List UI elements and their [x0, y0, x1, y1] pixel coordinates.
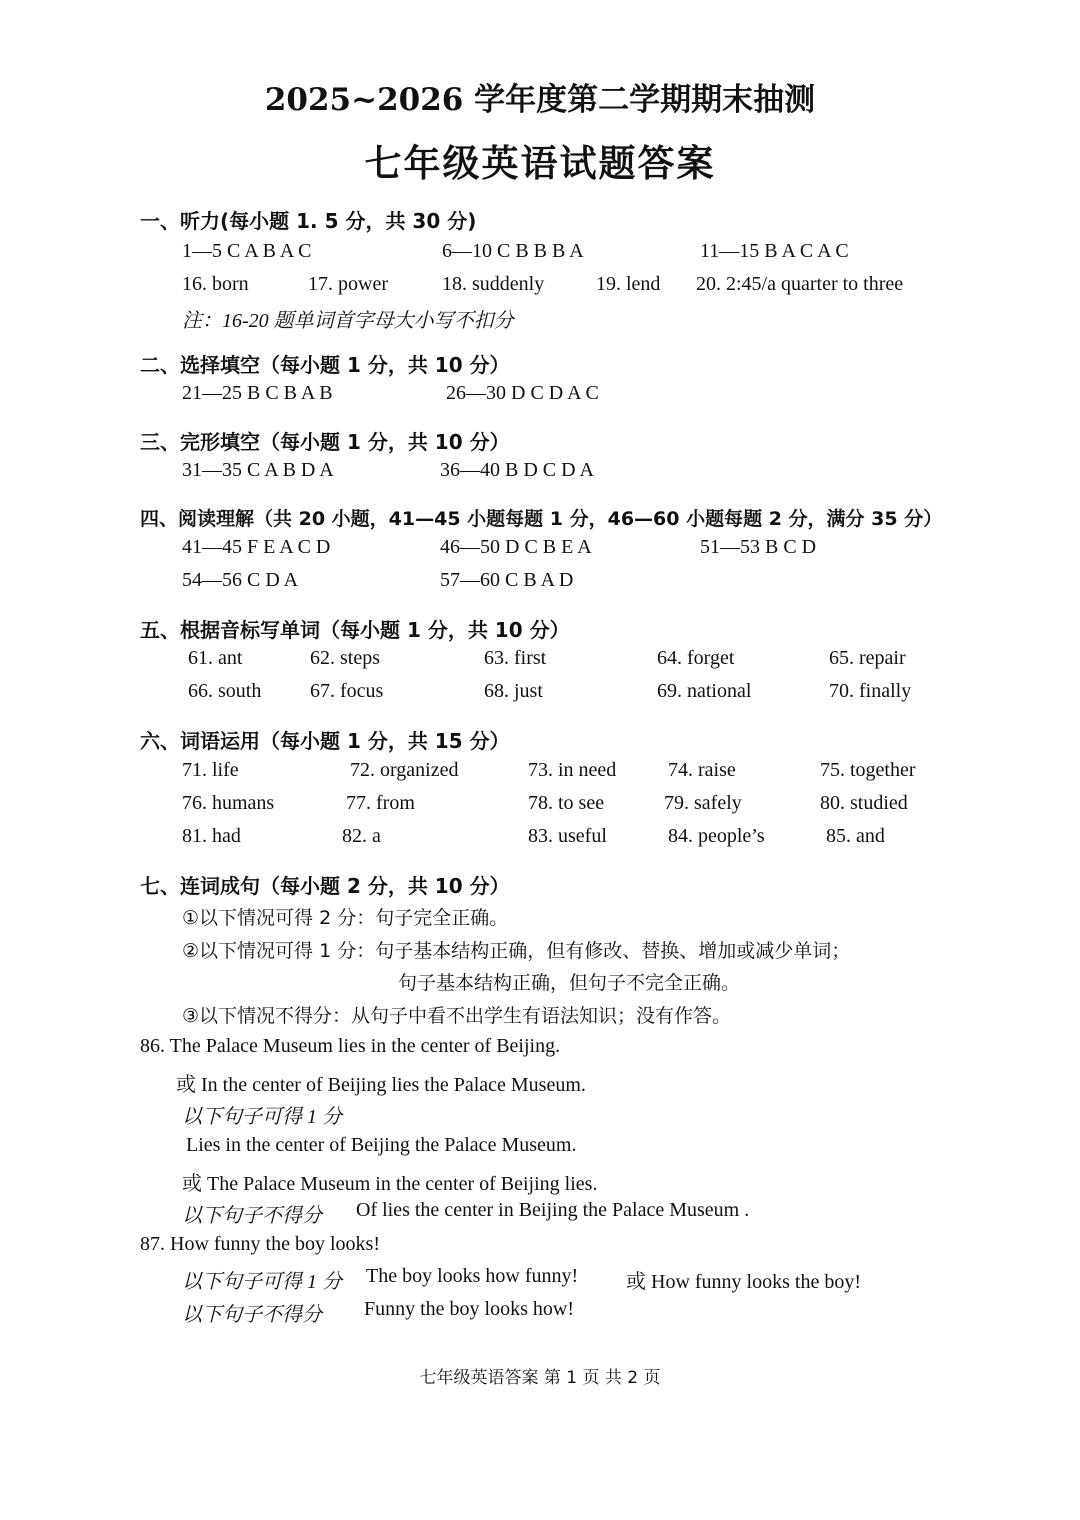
answer-21-25: 21—25 B C B A B [182, 382, 333, 404]
answer-77: 77. from [346, 792, 415, 814]
scoring-rule-2a: ②以下情况可得 1 分：句子基本结构正确，但有修改、替换、增加或减少单词； [182, 940, 851, 962]
answer-75: 75. together [820, 759, 916, 781]
answer-79: 79. safely [664, 792, 742, 814]
section-6-heading: 六、词语运用（每小题 1 分，共 15 分） [140, 729, 510, 753]
section-2-heading: 二、选择填空（每小题 1 分，共 10 分） [140, 353, 510, 377]
answer-72: 72. organized [350, 759, 459, 781]
answer-74: 74. raise [668, 759, 736, 781]
answer-26-30: 26—30 D C D A C [446, 382, 599, 404]
answer-64: 64. forget [657, 647, 735, 669]
section-7-heading: 七、连词成句（每小题 2 分，共 10 分） [140, 874, 510, 898]
answer-86-one-point-b: 或 The Palace Museum in the center of Beijing lies. [182, 1173, 598, 1195]
answer-36-40: 36—40 B D C D A [440, 459, 594, 481]
answer-67: 67. focus [310, 680, 384, 702]
section-5-heading: 五、根据音标写单词（每小题 1 分，共 10 分） [140, 618, 570, 642]
answer-81: 81. had [182, 825, 241, 847]
answer-78: 78. to see [528, 792, 605, 814]
answer-key-title: 七年级英语试题答案 [364, 141, 716, 185]
answer-71: 71. life [182, 759, 239, 781]
answer-84: 84. people’s [668, 825, 765, 847]
scoring-rule-3: ③以下情况不得分：从句子中看不出学生有语法知识；没有作答。 [182, 1005, 732, 1027]
answer-86: 86. The Palace Museum lies in the center of Beijing. [140, 1035, 561, 1057]
answer-11-15: 11—15 B A C A C [700, 240, 849, 262]
answer-85: 85. and [826, 825, 885, 847]
answer-87-one-point-label: 以下句子可得 1 分 [182, 1271, 342, 1293]
scoring-rule-1: ①以下情况可得 2 分：句子完全正确。 [182, 907, 509, 929]
answer-80: 80. studied [820, 792, 908, 814]
answer-57-60: 57—60 C B A D [440, 569, 574, 591]
section-1-heading: 一、听力(每小题 1. 5 分，共 30 分) [140, 209, 477, 233]
answer-82: 82. a [342, 825, 381, 847]
answer-76: 76. humans [182, 792, 275, 814]
answer-86-alt: 或 In the center of Beijing lies the Palace Museum. [176, 1074, 586, 1096]
answer-73: 73. in need [528, 759, 617, 781]
answer-17: 17. power [308, 273, 388, 295]
page-footer: 七年级英语答案 第 1 页 共 2 页 [419, 1368, 661, 1388]
answer-69: 69. national [657, 680, 752, 702]
answer-87-one-point-b: 或 How funny looks the boy! [626, 1271, 861, 1293]
answer-63: 63. first [484, 647, 547, 669]
answer-83: 83. useful [528, 825, 607, 847]
answer-31-35: 31—35 C A B D A [182, 459, 334, 481]
answer-86-one-point-a: Lies in the center of Beijing the Palace Museum. [186, 1134, 577, 1156]
answer-68: 68. just [484, 680, 543, 702]
answer-19: 19. lend [596, 273, 661, 295]
answer-51-53: 51—53 B C D [700, 536, 817, 558]
answer-20: 20. 2:45/a quarter to three [696, 273, 904, 295]
answer-18: 18. suddenly [442, 273, 545, 295]
scoring-rule-2b: 句子基本结构正确，但句子不完全正确。 [398, 972, 741, 994]
answer-16: 16. born [182, 273, 249, 295]
section-3-heading: 三、完形填空（每小题 1 分，共 10 分） [140, 430, 510, 454]
answer-6-10: 6—10 C B B B A [442, 240, 584, 262]
answer-87-one-point-a: The boy looks how funny! [366, 1265, 579, 1287]
answer-62: 62. steps [310, 647, 380, 669]
answer-86-zero-label: 以下句子不得分 [182, 1205, 322, 1227]
answer-61: 61. ant [188, 647, 243, 669]
answer-86-zero: Of lies the center in Beijing the Palace Museum . [356, 1199, 750, 1221]
answer-86-one-point-label: 以下句子可得 1 分 [182, 1106, 342, 1128]
section-4-heading: 四、阅读理解（共 20 小题，41—45 小题每题 1 分，46—60 小题每题 2 分，满分 35 分） [140, 508, 943, 530]
answer-1-5: 1—5 C A B A C [182, 240, 312, 262]
exam-title: 2025~2026 学年度第二学期期末抽测 [264, 82, 816, 118]
answer-46-50: 46—50 D C B E A [440, 536, 592, 558]
answer-65: 65. repair [829, 647, 906, 669]
answer-87-zero-label: 以下句子不得分 [182, 1304, 322, 1326]
section-1-note: 注：16-20 题单词首字母大小写不扣分 [182, 310, 514, 332]
answer-54-56: 54—56 C D A [182, 569, 299, 591]
answer-70: 70. finally [829, 680, 912, 702]
answer-66: 66. south [188, 680, 262, 702]
answer-87: 87. How funny the boy looks! [140, 1233, 380, 1255]
answer-87-zero: Funny the boy looks how! [364, 1298, 574, 1320]
answer-41-45: 41—45 F E A C D [182, 536, 331, 558]
